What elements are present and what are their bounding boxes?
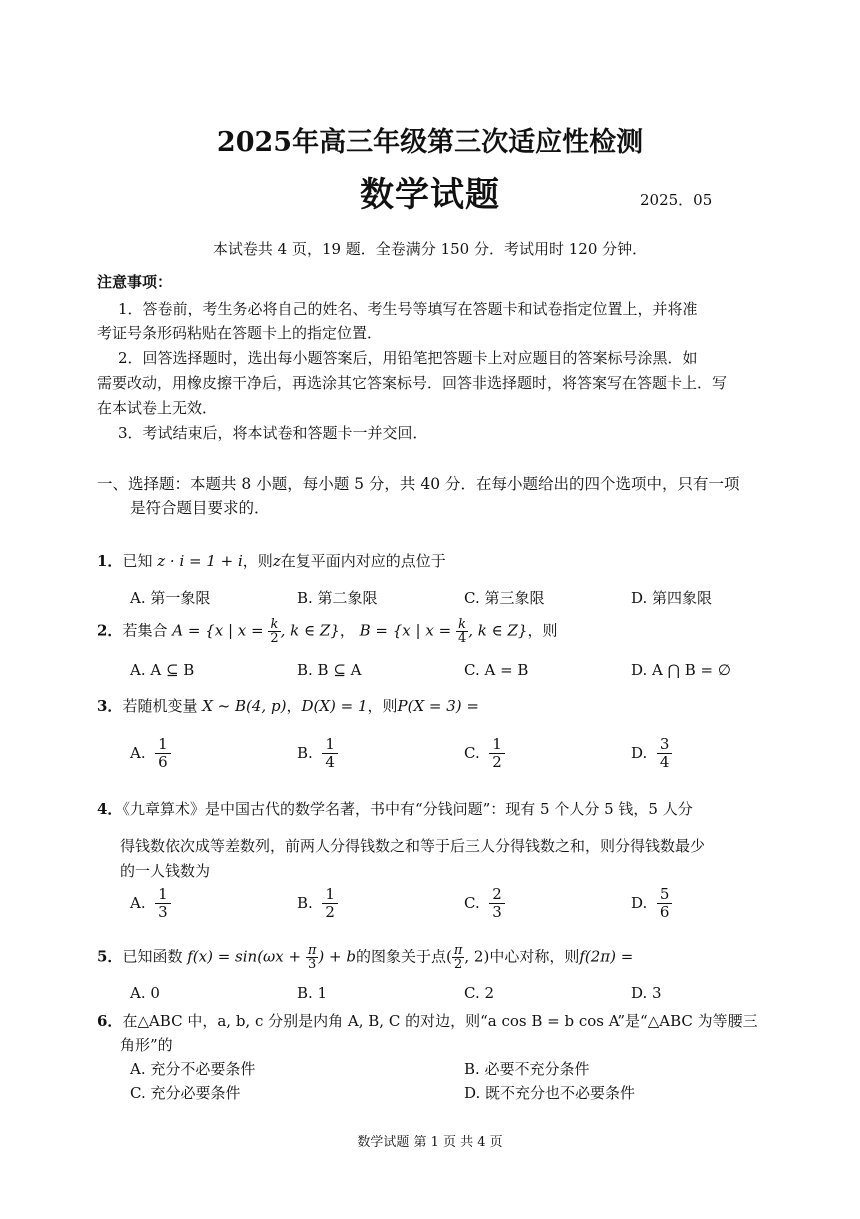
question-number: 1． [97,552,123,570]
option-b: B. 必要不充分条件 [464,1060,590,1078]
fraction: $\frac{\pi}{3}$ [307,943,317,972]
question-number: 2． [97,621,123,640]
option-c: C. $\frac{2}{3}$ [464,886,505,922]
math-expression: ) + b [318,947,356,966]
question-text: ，则 [367,697,398,715]
question-4 [97,798,693,819]
math-expression: , k ∈ Z} [280,621,340,640]
question-6 [97,1010,758,1031]
fraction: $\frac{k}{4}$ [457,617,467,646]
page-footer: 数学试题 第 1 页 共 4 页 [357,1135,503,1150]
math-expression: A = {x | x = [172,621,269,640]
question-text: 在△ABC 中，a, b, c 分别是内角 A, B, C 的对边，则“a cos B = b cos A”是“△ABC 为等腰三 [122,1012,758,1030]
option-d: D. $\frac{3}{4}$ [631,736,672,772]
section-heading: 一、选择题：本题共 8 小题，每小题 5 分，共 40 分．在每小题给出的四个选项中，只有一项 [97,475,740,493]
math-expression: , k ∈ Z} [468,621,528,640]
notice-line: 需要改动，用橡皮擦干净后，再选涂其它答案标号．回答非选择题时，将答案写在答题卡上．写 [97,374,728,392]
math-expression: X ~ B(4, p) [202,697,287,715]
question-5: 5．已知函数 f(x) = sin(ωx + $\frac{\pi}{3}$ ) + b的图象关于点( $\frac{\pi}{2}$ , 2)中心对称，则f(2π) = [97,943,634,972]
question-number: 3． [97,697,123,715]
question-number: 6． [97,1012,123,1030]
notice-line: 2．回答选择题时，选出每小题答案后，用铅笔把答题卡上对应题目的答案标号涂黑．如 [118,349,698,367]
math-expression: f(x) = sin(ωx + [187,947,306,966]
question-text: 在复平面内对应的点位于 [280,552,446,570]
question-text: ，则 [242,552,273,570]
option-b: B. $\frac{1}{2}$ [297,886,338,922]
section-heading-cont: 是符合题目要求的． [130,499,270,517]
math-expression: z · i = 1 + i [157,552,243,570]
exam-subject-title: 数学试题 [360,175,500,215]
notice-line: 在本试卷上无效． [97,399,218,417]
notice-heading: 注意事项： [97,273,173,291]
fraction: $\frac{\pi}{2}$ [453,943,463,972]
math-expression: f(2π) = [579,947,634,966]
question-text: 的图象关于点 [355,947,446,966]
option-b: B. B ⊆ A [297,661,362,679]
exam-info: 本试卷共 4 页，19 题．全卷满分 150 分．考试用时 120 分钟． [212,240,648,258]
option-a: A. 第一象限 [130,589,211,607]
fraction: $\frac{k}{2}$ [270,617,279,646]
option-d: D. 既不充分也不必要条件 [464,1084,636,1102]
question-6-line2: 角形”的 [120,1036,173,1054]
question-text: 已知函数 [122,947,183,966]
option-a: A. $\frac{1}{3}$ [130,886,171,922]
math-variable: z [272,552,281,570]
notice-line: 3．考试结束后，将本试卷和答题卡一并交回． [118,424,428,442]
notice-line: 1．答卷前，考生务必将自己的姓名、考生号等填写在答题卡和试卷指定位置上，并将准 [118,300,698,318]
question-4-line2: 得钱数依次成等差数列，前两人分得钱数之和等于后三人分得钱数之和，则分得钱数最少 [120,837,706,855]
option-c: C. 2 [464,984,495,1002]
option-b: B. 第二象限 [297,589,378,607]
notice-line: 考证号条形码粘贴在答题卡上的指定位置． [97,324,383,342]
option-d: D. 第四象限 [631,589,713,607]
question-text: 中心对称，则 [489,947,580,966]
option-b: B. 1 [297,984,328,1002]
question-number: 4． [97,800,123,818]
question-1 [97,550,446,571]
option-c: C. $\frac{1}{2}$ [464,736,505,772]
math-expression: B = {x | x = [359,621,456,640]
option-a: A. 0 [130,984,160,1002]
exam-title: 2025年高三年级第三次适应性检测 [216,127,644,158]
option-b: B. $\frac{1}{4}$ [297,736,338,772]
question-3: 3．若随机变量 X ~ B(4, p)，D(X) = 1，则P(X = 3) = [97,697,479,715]
question-4-line3: 的一人钱数为 [120,862,211,880]
question-2: 2．若集合 A = {x | x = $\frac{k}{2}$ , k ∈ Z}， B = {x | x = $\frac{k}{4}$ , k ∈ Z}，则 [97,617,558,646]
option-a: A. $\frac{1}{6}$ [130,736,171,772]
question-text: 若随机变量 [122,697,198,715]
option-a: A. 充分不必要条件 [130,1060,256,1078]
question-text: 若集合 [122,621,168,640]
question-text: ，则 [527,621,558,640]
option-c: C. A = B [464,661,529,679]
option-a: A. A ⊆ B [130,661,195,679]
question-text: 《九章算术》是中国古代的数学名著，书中有“分钱问题”：现有 5 个人分 5 钱，5 人分 [122,800,693,818]
option-d: D. 3 [631,984,662,1002]
question-text: 已知 [122,552,153,570]
option-c: C. 充分必要条件 [130,1084,241,1102]
math-expression: D(X) = 1 [301,697,368,715]
option-d: D. A ⋂ B = ∅ [631,661,731,679]
math-expression: P(X = 3) = [397,697,479,715]
exam-date: 2025．05 [640,191,713,209]
option-c: C. 第三象限 [464,589,545,607]
question-number: 5． [97,947,123,966]
option-d: D. $\frac{5}{6}$ [631,886,672,922]
